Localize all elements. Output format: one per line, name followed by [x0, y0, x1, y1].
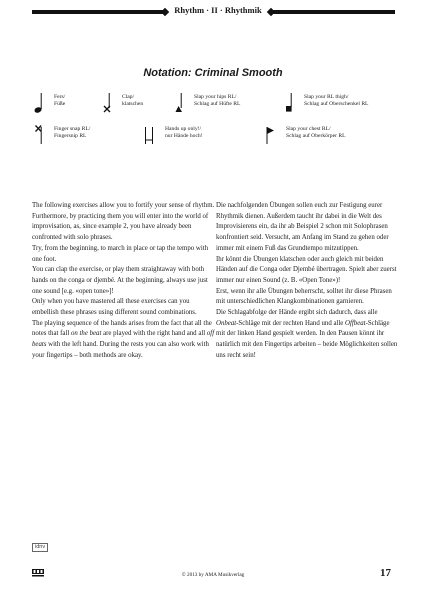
legend-item-finger-snap: Finger snap RL/ Fingersnip RL — [32, 124, 90, 146]
x-stem-note-icon — [32, 124, 44, 146]
quarter-note-icon — [32, 92, 44, 114]
paragraph: Only when you have mastered all these exercises can you embellish these phrases using different sound combinations. — [32, 298, 197, 317]
accent-triangle-note-icon — [172, 92, 184, 114]
x-note-icon — [100, 92, 112, 114]
emphasis-onbeat: Onbeat — [216, 319, 237, 327]
legend-item-feet: Fers/ Füße — [32, 92, 65, 114]
notation-title: Notation: Criminal Smooth — [143, 67, 283, 79]
german-text-column — [216, 201, 399, 362]
paragraph: Die nachfolgenden Übungen sollen euch zur Festigung eurer Rhythmik dienen. Außerdem taucht ihr dabei in die Welt des Improvisierens ein, da ihr ab Beispiel 2 schon mit Solophrasen konfrontiert seid. Versucht, am Anfang im Stand zu gehen oder immer mit einem Fuß das Grundtempo mitzutippen. — [216, 202, 389, 252]
paragraph: Try, from the beginning, to march in place or tap the tempo with one foot. — [32, 244, 209, 263]
square-note-icon — [282, 92, 294, 114]
legend-item-hips: Slap your hips RL/ Schlag auf Hüfte RL — [172, 92, 240, 114]
emphasis-off-beats: off beats — [32, 330, 215, 349]
header-rule-right — [271, 10, 395, 14]
emphasis-offbeat: Offbeat — [345, 319, 366, 327]
english-text-column — [32, 201, 215, 362]
idnv-logo: idnv — [32, 543, 48, 552]
paragraph: Erst, wenn ihr alle Übungen beherrscht, solltet ihr diese Phrasen mit unterschiedlichen Klangkombinationen garnieren. — [216, 287, 392, 306]
paragraph: Die Schlagabfolge der Hände ergibt sich dadurch, dass alle Onbeat-Schläge mit der rechten Hand und alle Offbeat-Schläge mit der linken Hand gespielt werden. In den Pausen könnt ihr natürlich mit den Fingertips arbeiten – beide Möglichkeiten sollen uns recht sein! — [216, 309, 398, 359]
header-rule-left — [32, 10, 165, 14]
emphasis-on-the-beat: on the beat — [70, 330, 102, 338]
paragraph: You can clap the exercise, or play them straightaway with both hands on the conga or djembé. At the beginning, always use just one sound [e.g. «open tone»]! — [32, 266, 208, 295]
legend-item-clap: Clap/ klatschen — [100, 92, 143, 114]
copyright: © 2013 by AMA Musikverlag — [181, 572, 245, 578]
running-header: Rhythm · II · Rhythmik — [174, 5, 262, 15]
page-number: 17 — [380, 567, 391, 579]
paragraph: Ihr könnt die Übungen klatschen oder auch gleich mit beiden Händen auf die Conga oder Djembé übertragen. Spielt aber zuerst immer nur einen Sound (z. B. «Open Tone»)! — [216, 255, 397, 284]
hands-rest-note-icon — [143, 124, 155, 146]
paragraph: The following exercises allow you to fortify your sense of rhythm. Furthermore, by practicing them you will enter into the world of improvisation, as, since example 2, you have already been confronted with solo phrases. — [32, 202, 215, 242]
legend-item-thigh: Slap your RL thigh/ Schlag auf Oberschenkel RL — [282, 92, 368, 114]
chest-slap-note-icon — [264, 124, 276, 146]
legend-item-chest: Slap your chest RL/ Schlag auf Oberkörper RL — [264, 124, 346, 146]
legend-item-hands-up: Hands up only!/ nur Hände hoch! — [143, 124, 203, 146]
paragraph: The playing sequence of the hands arises from the fact that all the notes that fall on the beat are played with the right hand and all off beats with the left hand. During the rests you can also work with your fingertips – both methods are okay. — [32, 319, 215, 359]
